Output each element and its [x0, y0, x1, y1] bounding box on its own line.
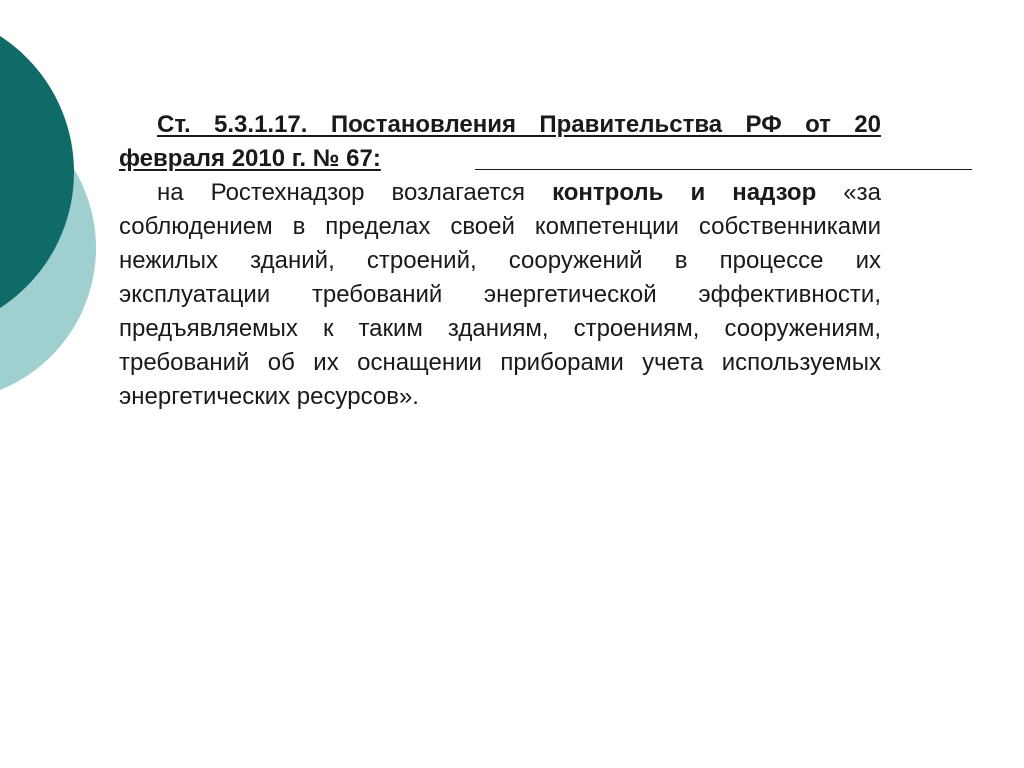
body-rest: «за соблюдением в пределах своей компетенции собственниками нежилых зданий, строений, сооружений в процессе их эксплуатации требований энергетической эффективности, предъявляемых к таким зданиям, строениям, сооружениям, требований об их оснащении приборами учета используемых энергетических ресурсов». — [119, 179, 881, 410]
slide-content — [119, 108, 881, 414]
body-paragraph — [119, 176, 881, 414]
heading-underline-rule — [475, 169, 972, 170]
heading-block — [119, 108, 881, 176]
body-emphasis: контроль и надзор — [552, 179, 817, 206]
body-lead: на Ростехнадзор возлагается — [157, 179, 553, 206]
slide-heading: Ст. 5.3.1.17. Постановления Правительства РФ от 20 февраля 2010 г. № 67: — [119, 111, 881, 172]
